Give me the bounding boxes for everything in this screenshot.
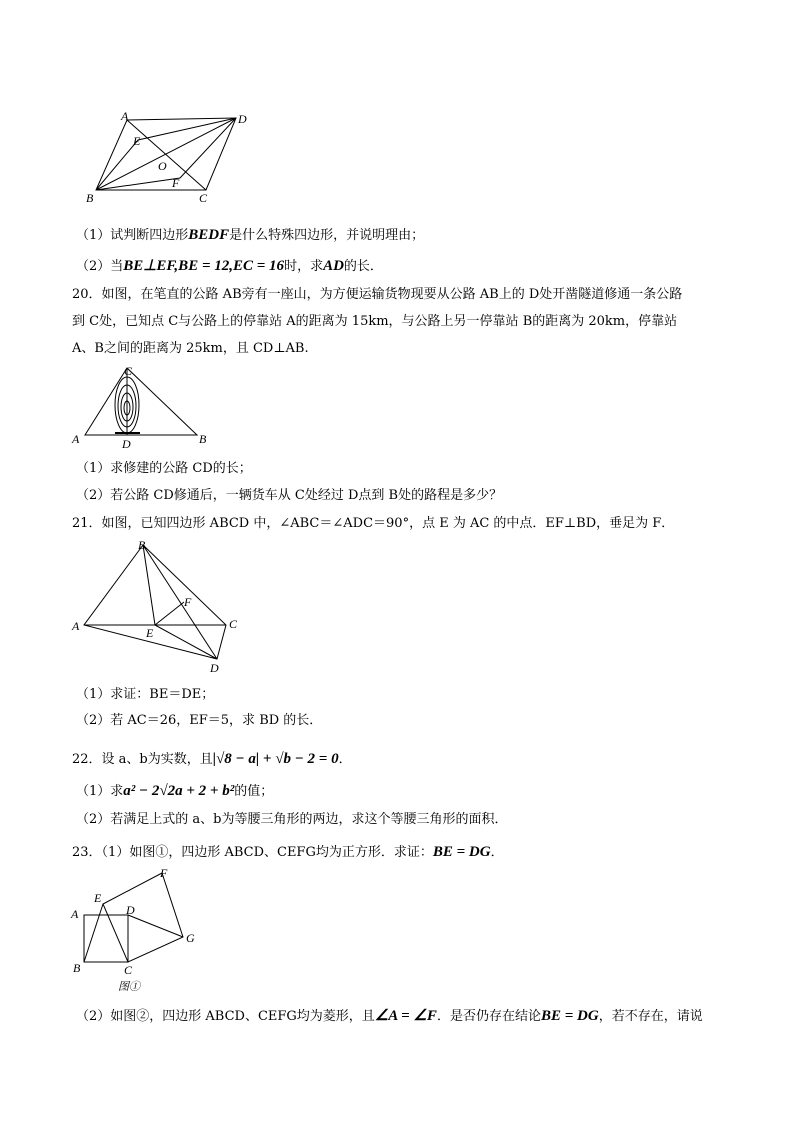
q19-p2m2: AD: [323, 258, 344, 274]
q23-p2b: ．是否仍存在结论: [436, 1009, 541, 1024]
q21-part1: （1）求证：BE＝DE；: [76, 687, 215, 702]
q23-l1a: 23．（1）如图①，四边形 ABCD、CEFG均为正方形．求证：: [72, 845, 433, 860]
q22-l1b: ．: [338, 752, 352, 767]
fig21-F: F: [184, 595, 192, 609]
fig21-E: E: [146, 626, 154, 640]
q23-line1: [72, 844, 504, 861]
fig19-C: C: [199, 191, 208, 205]
fig21-D: D: [210, 661, 219, 675]
q23-l1m: BE = DG: [432, 844, 491, 860]
figure-23-squares: [70, 866, 195, 993]
fig23-F: F: [160, 866, 168, 880]
fig19-E: E: [133, 134, 141, 148]
fig23-C: C: [124, 963, 133, 977]
fig19-B: B: [86, 191, 94, 205]
fig20-A: A: [72, 432, 80, 446]
q19-p2m: BE⊥EF,BE = 12,EC = 16: [123, 258, 285, 274]
q22-line1: [72, 751, 352, 768]
q22-p1m: a² − 2√2a + 2 + b²: [123, 783, 235, 799]
q19-p2a: （2）当: [76, 259, 124, 274]
q22-p1b: 的值；: [234, 784, 274, 799]
q19-p1m: BEDF: [188, 227, 230, 243]
fig19-D: D: [238, 112, 247, 126]
fig23-caption: 图①: [118, 981, 140, 993]
figure-21-quadrilateral: [71, 538, 238, 675]
q22-p1a: （1）求: [76, 784, 124, 799]
q19-p1b: 是什么特殊四边形，并说明理由；: [229, 228, 425, 243]
q20-line2: 到 C处，已知点 C与公路上的停靠站 A的距离为 15km，与公路上另一停靠站 B的距离为 20km，停靠站: [72, 314, 678, 329]
q22-part2: （2）若满足上式的 a、b为等腰三角形的两边，求这个等腰三角形的面积．: [76, 812, 508, 827]
q22-l1m: |√8 − a| + √b − 2 = 0: [212, 751, 339, 767]
q20-part2: （2）若公路 CD修通后，一辆货车从 C处经过 D点到 B处的路程是多少？: [76, 488, 503, 503]
q19-part1: [76, 227, 424, 244]
fig20-C: C: [124, 364, 133, 378]
q19-part2: [76, 258, 383, 275]
fig23-D: D: [126, 903, 135, 917]
fig19-A: A: [121, 109, 129, 123]
figure-19-parallelogram: [86, 109, 247, 205]
q20-part1: （1）求修建的公路 CD的长；: [76, 461, 252, 476]
fig20-D: D: [122, 437, 131, 451]
q23-p2m: ∠A = ∠F: [374, 1008, 437, 1024]
q21-line1: 21．如图，已知四边形 ABCD 中，∠ABC＝∠ADC＝90°，点 E 为 AC 的中点．EF⊥BD，垂足为 F．: [72, 516, 675, 531]
fig19-O: O: [158, 159, 167, 173]
fig23-E: E: [94, 891, 102, 905]
fig19-F: F: [172, 176, 180, 190]
q19-p2c: 的长．: [343, 259, 383, 274]
fig23-A: A: [71, 907, 79, 921]
fig20-B: B: [199, 432, 207, 446]
q20-line3: A、B之间的距离为 25km，且 CD⊥AB.: [72, 341, 309, 356]
q20-line1: 20．如图，在笔直的公路 AB旁有一座山，为方便运输货物现要从公路 AB上的 D处开凿隧道修通一条公路: [72, 287, 683, 302]
q22-part1: [76, 783, 273, 800]
q19-p1a: （1）试判断四边形: [76, 228, 189, 243]
q22-l1a: 22．设 a、b为实数，且: [72, 752, 213, 767]
fig21-A: A: [72, 619, 80, 633]
q23-part2: [76, 1008, 703, 1025]
fig23-B: B: [73, 961, 81, 975]
q23-l1b: ．: [490, 845, 504, 860]
q23-p2m2: BE = DG: [540, 1008, 599, 1024]
q19-p2b: 时，求: [284, 259, 324, 274]
fig21-C: C: [229, 617, 238, 631]
q23-p2c: ，若不存在，请说: [598, 1009, 703, 1024]
fig21-B: B: [138, 538, 146, 552]
fig23-G: G: [186, 931, 195, 945]
q23-p2a: （2）如图②，四边形 ABCD、CEFG均为菱形，且: [76, 1009, 375, 1024]
figure-20-triangle-mountain: [71, 364, 207, 451]
q21-part2: （2）若 AC＝26，EF＝5，求 BD 的长．: [76, 713, 323, 728]
